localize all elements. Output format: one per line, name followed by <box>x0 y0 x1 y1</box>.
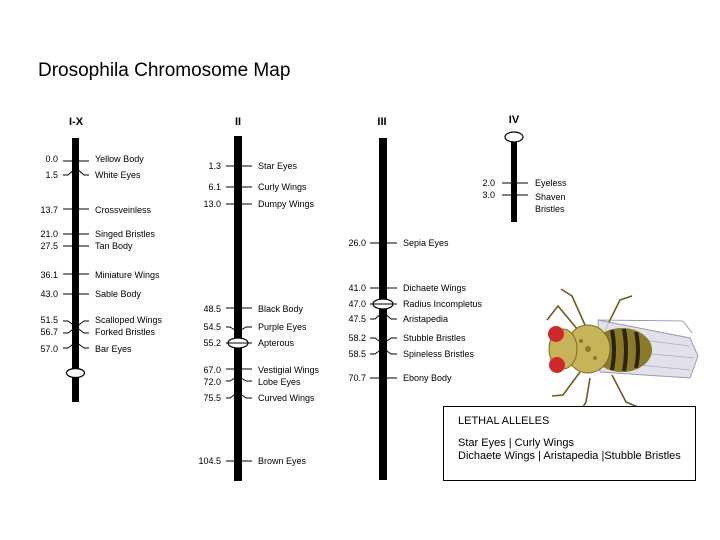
gene-label: Star Eyes <box>258 161 298 171</box>
locus-position: 2.0 <box>482 178 495 188</box>
locus-position: 56.7 <box>40 327 58 337</box>
locus-position: 57.0 <box>40 344 58 354</box>
gene-label: Scalloped Wings <box>95 315 163 325</box>
locus-position: 0.0 <box>45 154 58 164</box>
gene-label: Purple Eyes <box>258 322 307 332</box>
chromosome-i-x <box>40 116 162 402</box>
locus-position: 67.0 <box>203 365 221 375</box>
chromosome-bar <box>72 138 79 402</box>
legend-title: LETHAL ALLELES <box>458 415 550 427</box>
locus-position: 55.2 <box>203 338 221 348</box>
locus-position: 27.5 <box>40 241 58 251</box>
locus-position: 21.0 <box>40 229 58 239</box>
gene-label: Bar Eyes <box>95 344 132 354</box>
locus-position: 1.5 <box>45 170 58 180</box>
locus-position: 58.2 <box>348 333 366 343</box>
locus-position: 72.0 <box>203 377 221 387</box>
lethal-alleles-legend <box>443 406 696 481</box>
chromosome-bar <box>234 136 242 481</box>
gene-label: Lobe Eyes <box>258 377 301 387</box>
locus-position: 13.0 <box>203 199 221 209</box>
locus-position: 6.1 <box>208 182 221 192</box>
page-title: Drosophila Chromosome Map <box>38 60 291 81</box>
locus-position: 70.7 <box>348 373 366 383</box>
gene-label: Black Body <box>258 304 304 314</box>
chromosome-label: IV <box>508 114 520 126</box>
gene-label: Sable Body <box>95 289 142 299</box>
gene-label: Dichaete Wings <box>403 283 467 293</box>
locus-position: 13.7 <box>40 205 58 215</box>
locus-position: 43.0 <box>40 289 58 299</box>
locus-position: 47.0 <box>348 299 366 309</box>
gene-label: Curly Wings <box>258 182 307 192</box>
chromosome-bar <box>511 138 517 222</box>
chromosome-label: III <box>377 116 387 128</box>
centromere <box>505 132 523 142</box>
locus-position: 36.1 <box>40 270 58 280</box>
gene-label: Tan Body <box>95 241 133 251</box>
gene-label: Stubble Bristles <box>403 333 466 343</box>
fly-eye <box>548 326 564 342</box>
gene-label: Apterous <box>258 338 295 348</box>
locus-position: 3.0 <box>482 190 495 200</box>
locus-position: 41.0 <box>348 283 366 293</box>
gene-label: Shaven <box>535 192 566 202</box>
gene-label: Radius Incompletus <box>403 299 483 309</box>
gene-label: Curved Wings <box>258 393 315 403</box>
centromere <box>67 369 85 378</box>
gene-label: Singed Bristles <box>95 229 156 239</box>
chromosome-ii <box>198 116 319 481</box>
fly-eye <box>549 357 565 373</box>
locus-position: 58.5 <box>348 349 366 359</box>
gene-label: Spineless Bristles <box>403 349 475 359</box>
gene-label: Aristapedia <box>403 314 449 324</box>
gene-label: Forked Bristles <box>95 327 156 337</box>
locus-position: 1.3 <box>208 161 221 171</box>
locus-position: 26.0 <box>348 238 366 248</box>
gene-label: Dumpy Wings <box>258 199 315 209</box>
gene-label: Crossveinless <box>95 205 152 215</box>
gene-label: Brown Eyes <box>258 456 307 466</box>
legend-line: Dichaete Wings | Aristapedia |Stubble Bristles <box>458 450 681 462</box>
legend-line: Star Eyes | Curly Wings <box>458 437 574 449</box>
chromosome-iv <box>482 114 567 222</box>
gene-label: Yellow Body <box>95 154 144 164</box>
locus-position: 48.5 <box>203 304 221 314</box>
gene-label: White Eyes <box>95 170 141 180</box>
locus-position: 54.5 <box>203 322 221 332</box>
fruit-fly-illustration <box>547 289 698 412</box>
gene-label: Ebony Body <box>403 373 452 383</box>
gene-label: Vestigial Wings <box>258 365 320 375</box>
gene-label: Bristles <box>535 204 565 214</box>
locus-position: 75.5 <box>203 393 221 403</box>
locus-position: 104.5 <box>198 456 221 466</box>
gene-label: Sepia Eyes <box>403 238 449 248</box>
gene-label: Eyeless <box>535 178 567 188</box>
locus-position: 51.5 <box>40 315 58 325</box>
gene-label: Miniature Wings <box>95 270 160 280</box>
chromosome-label: I-X <box>68 116 84 128</box>
locus-position: 47.5 <box>348 314 366 324</box>
chromosome-label: II <box>234 116 242 128</box>
